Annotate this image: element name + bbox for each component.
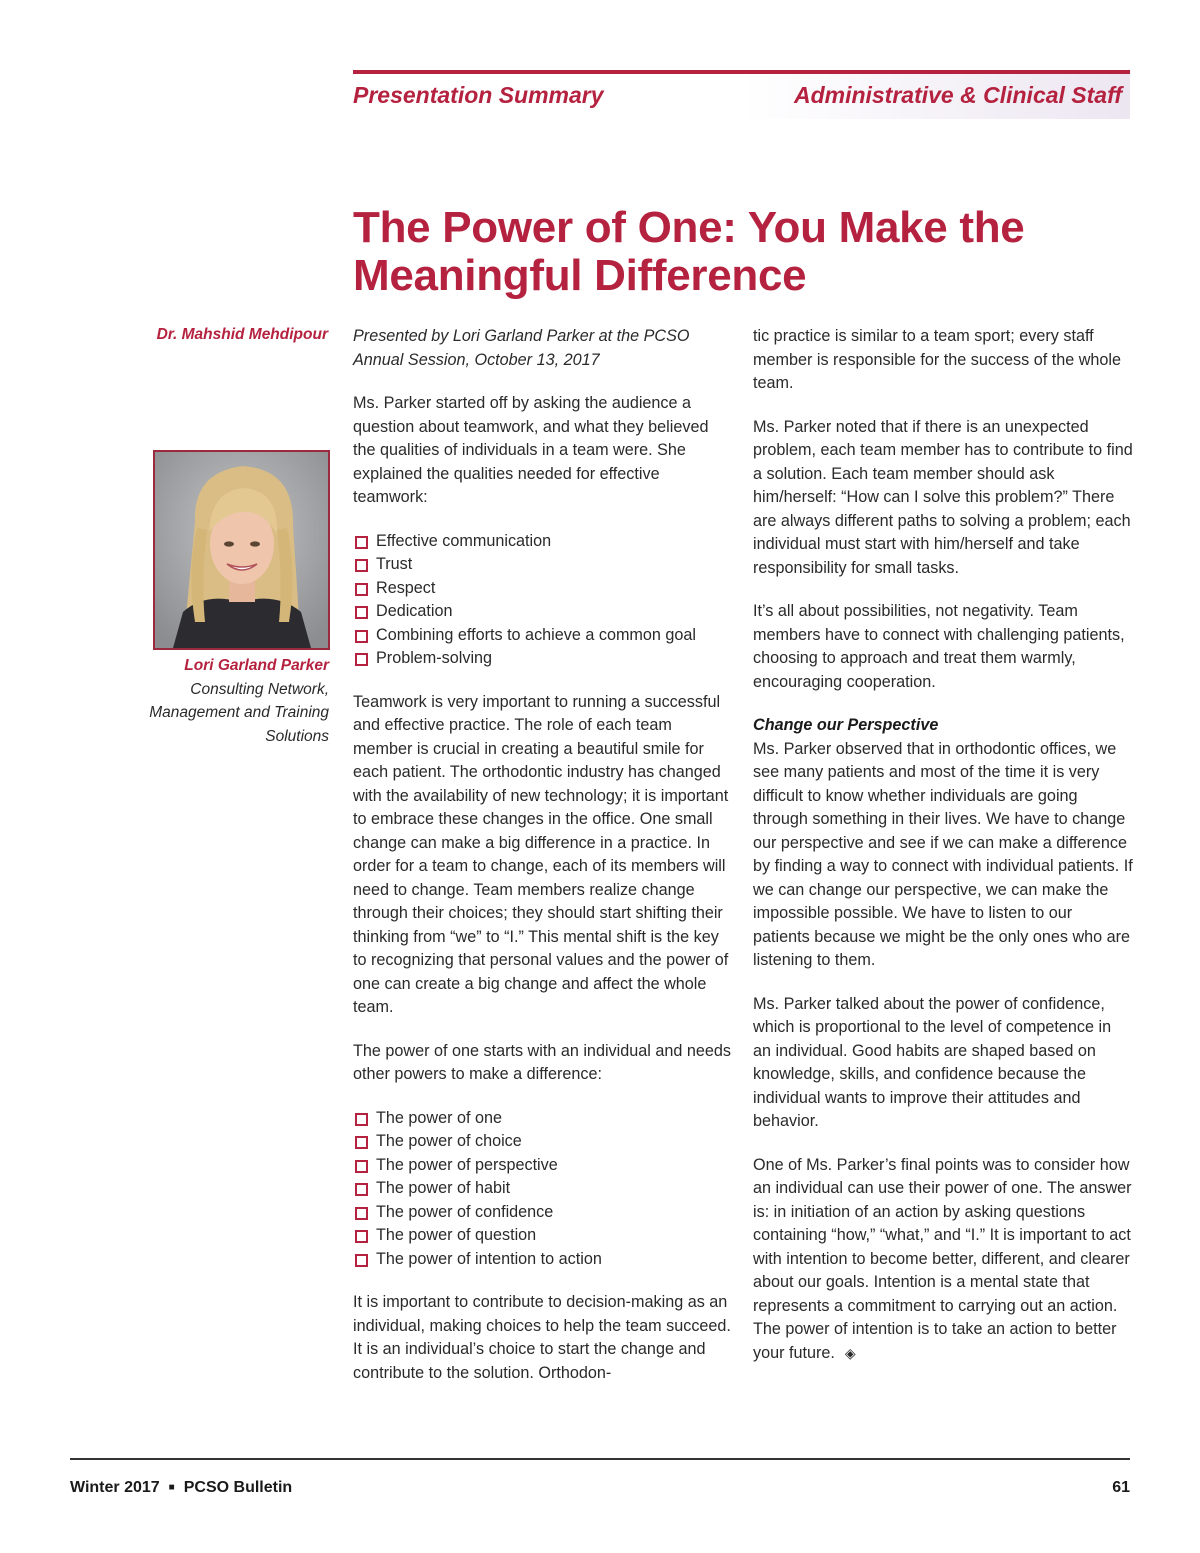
paragraph: Ms. Parker started off by asking the audience a question about teamwork, and what they believed the qualities of individuals in a team were. She explained the qualities needed for effective teamwork: xyxy=(353,394,709,506)
list-item xyxy=(353,1224,731,1248)
caption-affiliation-line-1: Consulting Network, xyxy=(190,680,329,698)
section-label-left: Presentation Summary xyxy=(353,82,604,108)
list-item-text: Trust xyxy=(376,555,413,573)
list-item xyxy=(353,1248,731,1272)
list-item xyxy=(353,530,731,554)
intro-line-2: Annual Session, October 13, 2017 xyxy=(353,350,600,369)
paragraph: Ms. Parker observed that in orthodontic offices, we see many patients and most of the time it is very difficult to know whether individuals are going through something in their lives. We have to change our perspective and see if we can make a difference by finding a way to connect with individual patients. If we can change our perspective, we can make the impossible possible. We have to listen to our patients because we might be the only ones who are listening to them. xyxy=(753,739,1133,969)
list-item-text: The power of intention to action xyxy=(376,1249,602,1268)
square-bullet-icon xyxy=(355,1254,368,1267)
list-item xyxy=(353,647,731,671)
list-item-text: The power of habit xyxy=(376,1179,511,1197)
paragraph: Teamwork is very important to running a successful and effective practice. The role of each team member is crucial in creating a beautiful smile for each patient. The orthodontic industry has changed with the availability of new technology; it is important to embrace these changes in the office. One small change can make a big difference in a practice. In order for a team to change, each of its members will need to change. Team members realize change through their choices; they should start shifting their thinking from “we” to “I.” This mental shift is the key to recognizing that personal values and the power of one can create a big change and affect the whole team. xyxy=(353,692,729,1016)
section-label-right: Administrative & Clinical Staff xyxy=(793,82,1122,108)
square-bullet-icon xyxy=(355,606,368,619)
article-column-1 xyxy=(353,325,731,1405)
article-title-line-1: The Power of One: You Make the xyxy=(353,203,1025,252)
list-item xyxy=(353,1107,731,1131)
list-item xyxy=(353,1154,731,1178)
list-item-text: The power of question xyxy=(376,1226,537,1244)
caption-presenter-name: Lori Garland Parker xyxy=(184,657,329,674)
square-bullet-icon xyxy=(355,1136,368,1149)
article-title xyxy=(353,204,1133,300)
presentation-intro xyxy=(353,325,731,372)
list-item-text: Combining efforts to achieve a common goal xyxy=(376,625,697,644)
powers-list xyxy=(353,1107,731,1272)
article-title-line-2: Meaningful Difference xyxy=(353,251,807,300)
footer-divider xyxy=(70,1458,1130,1460)
square-bullet-icon xyxy=(355,1183,368,1196)
list-item xyxy=(353,600,731,624)
footer-issue-info xyxy=(70,1479,292,1497)
list-item-text: Dedication xyxy=(376,602,453,620)
subheading: Change our Perspective xyxy=(753,716,939,734)
final-paragraph xyxy=(753,1154,1133,1366)
list-item-text: The power of one xyxy=(376,1108,502,1127)
list-item-text: The power of perspective xyxy=(376,1155,558,1174)
paragraph: Ms. Parker talked about the power of confidence, which is proportional to the level of competence in an individual. Good habits are shaped based on knowledge, skills, and confidence because the individual wants to improve their attitudes and behavior. xyxy=(753,994,1112,1130)
photo-caption xyxy=(109,654,329,748)
square-bullet-icon xyxy=(355,630,368,643)
square-bullet-icon xyxy=(355,536,368,549)
paragraph-text: One of Ms. Parker’s final points was to consider how an individual can use their power of one. The answer is: in initiation of an action by asking questions containing “how,” “what,” and “I.” It is important to act with intention to become better, different, and clearer about our goals. Intention is a mental state that represents a commitment to carrying out an action. The power of intention is to take an action to better your future. xyxy=(753,1155,1132,1362)
square-bullet-icon xyxy=(355,559,368,572)
list-item xyxy=(353,577,731,601)
square-bullet-icon xyxy=(355,1207,368,1220)
list-item xyxy=(353,1130,731,1154)
square-bullet-icon xyxy=(355,583,368,596)
list-item-text: The power of confidence xyxy=(376,1202,554,1221)
list-item-text: Respect xyxy=(376,578,436,597)
caption-affiliation-line-2: Management and Training xyxy=(149,704,329,721)
square-separator-icon: ■ xyxy=(168,1482,175,1493)
footer-publication: PCSO Bulletin xyxy=(183,1479,293,1496)
list-item-text: Effective communication xyxy=(376,531,552,550)
list-item xyxy=(353,1201,731,1225)
paragraph: Ms. Parker noted that if there is an unexpected problem, each team member has to contribute to find a solution. Each team member should ask him/herself: “How can I solve this problem?” There are always different paths to solving a problem; each individual must start with him/herself and take responsibility for small tasks. xyxy=(753,417,1133,577)
intro-line-1: Presented by Lori Garland Parker at the PCSO xyxy=(353,327,690,345)
paragraph: tic practice is similar to a team sport; every staff member is responsible for the success of the whole team. xyxy=(753,327,1121,392)
presenter-photo xyxy=(153,450,330,650)
page-number: 61 xyxy=(1112,1479,1130,1496)
paragraph: The power of one starts with an individual and needs other powers to make a difference: xyxy=(353,1041,731,1083)
article-author: Dr. Mahshid Mehdipour xyxy=(156,326,328,343)
diamond-end-icon: ◈ xyxy=(844,1344,856,1361)
list-item xyxy=(353,553,731,577)
list-item-text: The power of choice xyxy=(376,1132,522,1150)
article-column-2 xyxy=(753,325,1133,1385)
square-bullet-icon xyxy=(355,1113,368,1126)
square-bullet-icon xyxy=(355,1160,368,1173)
footer-issue: Winter 2017 xyxy=(70,1479,160,1496)
paragraph: It is important to contribute to decision-making as an individual, making choices to help the team succeed. It is an individual’s choice to start the change and contribute to the solution. Orthodon- xyxy=(353,1293,731,1382)
list-item xyxy=(353,624,731,648)
square-bullet-icon xyxy=(355,653,368,666)
teamwork-qualities-list xyxy=(353,530,731,671)
list-item-text: Problem-solving xyxy=(376,649,493,667)
caption-affiliation-line-3: Solutions xyxy=(265,727,329,745)
paragraph: It’s all about possibilities, not negativity. Team members have to connect with challenging patients, choosing to approach and treat them warmly, encouraging cooperation. xyxy=(753,602,1125,691)
square-bullet-icon xyxy=(355,1230,368,1243)
presenter-portrait-image xyxy=(155,452,328,648)
section-header-band xyxy=(353,70,1130,119)
list-item xyxy=(353,1177,731,1201)
